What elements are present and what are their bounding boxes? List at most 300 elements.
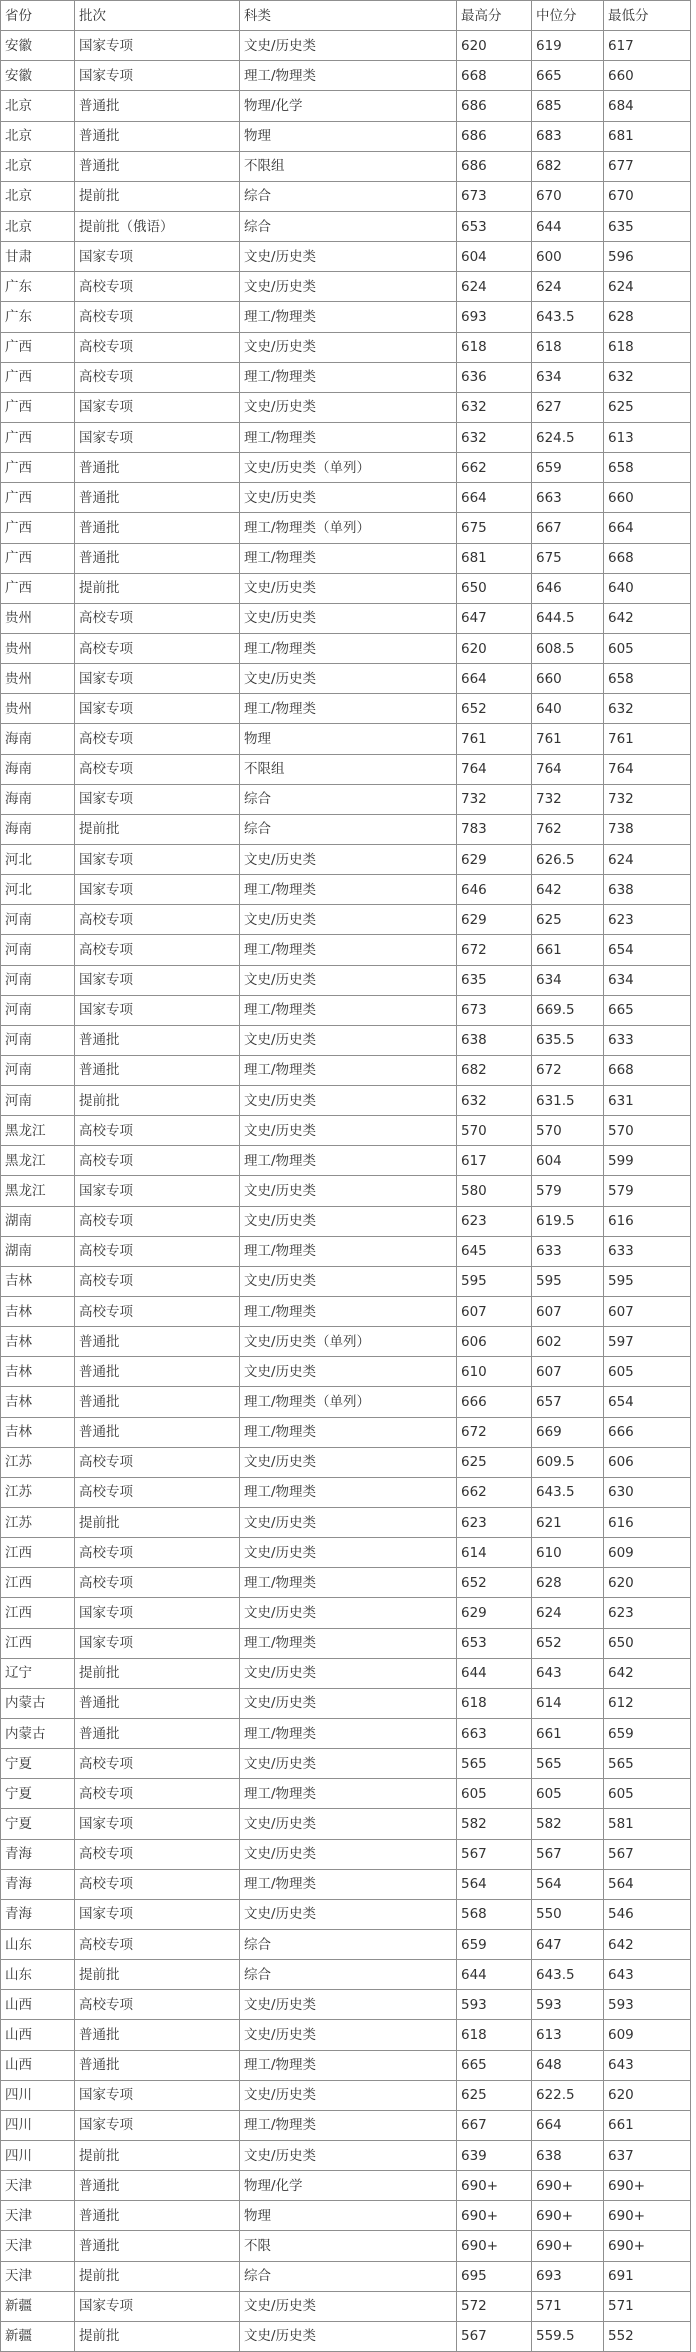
cell-batch: 国家专项 — [75, 784, 240, 814]
cell-lowest-score: 630 — [604, 1477, 691, 1507]
table-row — [1, 905, 691, 935]
cell-median-score: 672 — [532, 1055, 604, 1085]
cell-province: 辽宁 — [1, 1658, 75, 1688]
table-row — [1, 1899, 691, 1929]
cell-subject-category: 理工/物理类 — [240, 1146, 457, 1176]
cell-lowest-score: 634 — [604, 965, 691, 995]
cell-batch: 国家专项 — [75, 1899, 240, 1929]
cell-lowest-score: 631 — [604, 1086, 691, 1116]
cell-highest-score: 668 — [457, 61, 532, 91]
cell-highest-score: 623 — [457, 1206, 532, 1236]
table-row — [1, 1086, 691, 1116]
table-row — [1, 1387, 691, 1417]
cell-subject-category: 理工/物理类 — [240, 1719, 457, 1749]
cell-province: 天津 — [1, 2231, 75, 2261]
cell-batch: 国家专项 — [75, 2291, 240, 2321]
table-row — [1, 1357, 691, 1387]
cell-province: 青海 — [1, 1869, 75, 1899]
cell-subject-category: 文史/历史类 — [240, 2291, 457, 2321]
table-row — [1, 2171, 691, 2201]
cell-median-score: 634 — [532, 965, 604, 995]
cell-lowest-score: 761 — [604, 724, 691, 754]
cell-province: 宁夏 — [1, 1749, 75, 1779]
cell-subject-category: 文史/历史类（单列） — [240, 1327, 457, 1357]
cell-lowest-score: 658 — [604, 453, 691, 483]
cell-province: 安徽 — [1, 61, 75, 91]
header-province: 省份 — [1, 1, 75, 31]
cell-highest-score: 618 — [457, 2020, 532, 2050]
cell-median-score: 664 — [532, 2110, 604, 2140]
cell-median-score: 627 — [532, 392, 604, 422]
cell-batch: 高校专项 — [75, 1447, 240, 1477]
cell-lowest-score: 618 — [604, 332, 691, 362]
cell-subject-category: 文史/历史类 — [240, 1990, 457, 2020]
cell-lowest-score: 624 — [604, 844, 691, 874]
cell-highest-score: 620 — [457, 31, 532, 61]
table-row — [1, 784, 691, 814]
cell-lowest-score: 623 — [604, 905, 691, 935]
cell-province: 青海 — [1, 1899, 75, 1929]
cell-median-score: 625 — [532, 905, 604, 935]
cell-province: 河南 — [1, 905, 75, 935]
cell-highest-score: 646 — [457, 875, 532, 905]
cell-batch: 普通批 — [75, 483, 240, 513]
cell-median-score: 595 — [532, 1266, 604, 1296]
cell-median-score: 690+ — [532, 2231, 604, 2261]
cell-province: 江西 — [1, 1628, 75, 1658]
cell-province: 新疆 — [1, 2291, 75, 2321]
cell-province: 河南 — [1, 965, 75, 995]
header-highest-score: 最高分 — [457, 1, 532, 31]
cell-batch: 提前批 — [75, 2140, 240, 2170]
cell-batch: 提前批 — [75, 2261, 240, 2291]
cell-batch: 高校专项 — [75, 1477, 240, 1507]
table-row — [1, 1477, 691, 1507]
cell-highest-score: 664 — [457, 664, 532, 694]
table-row — [1, 1749, 691, 1779]
cell-subject-category: 文史/历史类 — [240, 2140, 457, 2170]
cell-median-score: 600 — [532, 242, 604, 272]
cell-subject-category: 理工/物理类 — [240, 1869, 457, 1899]
cell-highest-score: 659 — [457, 1930, 532, 1960]
cell-median-score: 610 — [532, 1538, 604, 1568]
cell-highest-score: 632 — [457, 392, 532, 422]
cell-batch: 高校专项 — [75, 935, 240, 965]
table-row — [1, 965, 691, 995]
cell-median-score: 607 — [532, 1357, 604, 1387]
cell-subject-category: 理工/物理类 — [240, 61, 457, 91]
cell-highest-score: 629 — [457, 1598, 532, 1628]
table-row — [1, 1930, 691, 1960]
table-row — [1, 91, 691, 121]
cell-subject-category: 文史/历史类 — [240, 664, 457, 694]
cell-subject-category: 综合 — [240, 1960, 457, 1990]
cell-province: 山东 — [1, 1930, 75, 1960]
cell-lowest-score: 567 — [604, 1839, 691, 1869]
cell-highest-score: 645 — [457, 1236, 532, 1266]
cell-lowest-score: 599 — [604, 1146, 691, 1176]
cell-highest-score: 732 — [457, 784, 532, 814]
table-row — [1, 1146, 691, 1176]
cell-median-score: 571 — [532, 2291, 604, 2321]
cell-lowest-score: 638 — [604, 875, 691, 905]
table-row — [1, 362, 691, 392]
cell-batch: 高校专项 — [75, 633, 240, 663]
cell-lowest-score: 616 — [604, 1206, 691, 1236]
cell-batch: 普通批 — [75, 151, 240, 181]
cell-lowest-score: 596 — [604, 242, 691, 272]
cell-lowest-score: 643 — [604, 2050, 691, 2080]
cell-province: 天津 — [1, 2261, 75, 2291]
cell-subject-category: 理工/物理类 — [240, 1779, 457, 1809]
cell-median-score: 631.5 — [532, 1086, 604, 1116]
cell-batch: 普通批 — [75, 453, 240, 483]
table-row — [1, 1116, 691, 1146]
table-row — [1, 2321, 691, 2351]
cell-median-score: 644 — [532, 211, 604, 241]
cell-batch: 普通批 — [75, 1357, 240, 1387]
cell-median-score: 605 — [532, 1779, 604, 1809]
cell-lowest-score: 668 — [604, 1055, 691, 1085]
cell-median-score: 644.5 — [532, 603, 604, 633]
table-row — [1, 211, 691, 241]
cell-lowest-score: 691 — [604, 2261, 691, 2291]
cell-highest-score: 690+ — [457, 2201, 532, 2231]
table-row — [1, 1417, 691, 1447]
cell-subject-category: 文史/历史类 — [240, 31, 457, 61]
table-row — [1, 1538, 691, 1568]
table-row — [1, 1809, 691, 1839]
cell-median-score: 683 — [532, 121, 604, 151]
cell-median-score: 685 — [532, 91, 604, 121]
cell-batch: 国家专项 — [75, 995, 240, 1025]
table-row — [1, 513, 691, 543]
cell-batch: 国家专项 — [75, 61, 240, 91]
table-row — [1, 2231, 691, 2261]
cell-province: 广东 — [1, 302, 75, 332]
table-row — [1, 453, 691, 483]
cell-province: 江苏 — [1, 1447, 75, 1477]
table-row — [1, 995, 691, 1025]
cell-province: 海南 — [1, 784, 75, 814]
cell-province: 广西 — [1, 392, 75, 422]
cell-batch: 高校专项 — [75, 1116, 240, 1146]
cell-median-score: 633 — [532, 1236, 604, 1266]
cell-lowest-score: 654 — [604, 935, 691, 965]
cell-median-score: 665 — [532, 61, 604, 91]
cell-median-score: 667 — [532, 513, 604, 543]
cell-batch: 国家专项 — [75, 965, 240, 995]
cell-lowest-score: 660 — [604, 61, 691, 91]
cell-province: 河南 — [1, 935, 75, 965]
table-row — [1, 2291, 691, 2321]
cell-lowest-score: 620 — [604, 1568, 691, 1598]
cell-median-score: 608.5 — [532, 633, 604, 663]
table-row — [1, 181, 691, 211]
cell-batch: 国家专项 — [75, 1628, 240, 1658]
cell-province: 黑龙江 — [1, 1176, 75, 1206]
cell-batch: 高校专项 — [75, 1146, 240, 1176]
cell-batch: 提前批 — [75, 181, 240, 211]
table-row — [1, 1688, 691, 1718]
cell-highest-score: 635 — [457, 965, 532, 995]
cell-subject-category: 文史/历史类 — [240, 1357, 457, 1387]
cell-subject-category: 文史/历史类 — [240, 1116, 457, 1146]
cell-province: 山西 — [1, 2020, 75, 2050]
table-row — [1, 1206, 691, 1236]
cell-province: 山西 — [1, 2050, 75, 2080]
table-row — [1, 2050, 691, 2080]
cell-batch: 国家专项 — [75, 1809, 240, 1839]
cell-subject-category: 文史/历史类 — [240, 1447, 457, 1477]
cell-highest-score: 623 — [457, 1508, 532, 1538]
cell-province: 天津 — [1, 2171, 75, 2201]
cell-highest-score: 647 — [457, 603, 532, 633]
cell-province: 贵州 — [1, 694, 75, 724]
cell-lowest-score: 552 — [604, 2321, 691, 2351]
cell-province: 广西 — [1, 422, 75, 452]
table-row — [1, 332, 691, 362]
cell-highest-score: 614 — [457, 1538, 532, 1568]
cell-subject-category: 综合 — [240, 181, 457, 211]
table-row — [1, 121, 691, 151]
cell-batch: 提前批 — [75, 1086, 240, 1116]
cell-lowest-score: 642 — [604, 1658, 691, 1688]
table-row — [1, 724, 691, 754]
cell-median-score: 582 — [532, 1809, 604, 1839]
cell-median-score: 602 — [532, 1327, 604, 1357]
cell-batch: 高校专项 — [75, 1568, 240, 1598]
cell-lowest-score: 633 — [604, 1236, 691, 1266]
cell-province: 四川 — [1, 2140, 75, 2170]
cell-subject-category: 综合 — [240, 784, 457, 814]
cell-subject-category: 综合 — [240, 1930, 457, 1960]
cell-batch: 普通批 — [75, 2020, 240, 2050]
cell-subject-category: 文史/历史类 — [240, 1538, 457, 1568]
cell-subject-category: 理工/物理类（单列） — [240, 513, 457, 543]
cell-lowest-score: 665 — [604, 995, 691, 1025]
cell-batch: 国家专项 — [75, 242, 240, 272]
cell-batch: 国家专项 — [75, 2080, 240, 2110]
cell-highest-score: 636 — [457, 362, 532, 392]
cell-median-score: 619.5 — [532, 1206, 604, 1236]
cell-highest-score: 607 — [457, 1297, 532, 1327]
cell-highest-score: 595 — [457, 1266, 532, 1296]
cell-province: 北京 — [1, 151, 75, 181]
cell-median-score: 646 — [532, 573, 604, 603]
cell-subject-category: 文史/历史类 — [240, 1839, 457, 1869]
cell-batch: 国家专项 — [75, 664, 240, 694]
cell-subject-category: 不限组 — [240, 754, 457, 784]
cell-highest-score: 783 — [457, 814, 532, 844]
cell-province: 北京 — [1, 121, 75, 151]
cell-lowest-score: 690+ — [604, 2201, 691, 2231]
cell-subject-category: 文史/历史类 — [240, 573, 457, 603]
cell-subject-category: 理工/物理类 — [240, 935, 457, 965]
table-row — [1, 392, 691, 422]
cell-highest-score: 682 — [457, 1055, 532, 1085]
cell-median-score: 732 — [532, 784, 604, 814]
cell-province: 广西 — [1, 573, 75, 603]
table-row — [1, 2110, 691, 2140]
cell-subject-category: 理工/物理类 — [240, 995, 457, 1025]
table-row — [1, 1236, 691, 1266]
table-row — [1, 2201, 691, 2231]
cell-median-score: 642 — [532, 875, 604, 905]
cell-batch: 国家专项 — [75, 392, 240, 422]
cell-subject-category: 文史/历史类 — [240, 1809, 457, 1839]
cell-subject-category: 文史/历史类（单列） — [240, 453, 457, 483]
cell-lowest-score: 642 — [604, 603, 691, 633]
cell-lowest-score: 690+ — [604, 2231, 691, 2261]
cell-subject-category: 理工/物理类 — [240, 1477, 457, 1507]
table-row — [1, 1779, 691, 1809]
cell-lowest-score: 690+ — [604, 2171, 691, 2201]
cell-subject-category: 理工/物理类 — [240, 543, 457, 573]
cell-province: 北京 — [1, 181, 75, 211]
cell-median-score: 643 — [532, 1658, 604, 1688]
cell-subject-category: 理工/物理类 — [240, 1236, 457, 1266]
cell-lowest-score: 632 — [604, 694, 691, 724]
cell-subject-category: 文史/历史类 — [240, 332, 457, 362]
table-row — [1, 1598, 691, 1628]
cell-lowest-score: 732 — [604, 784, 691, 814]
cell-province: 北京 — [1, 91, 75, 121]
table-row — [1, 2080, 691, 2110]
cell-subject-category: 理工/物理类 — [240, 2050, 457, 2080]
cell-subject-category: 文史/历史类 — [240, 2020, 457, 2050]
cell-lowest-score: 612 — [604, 1688, 691, 1718]
cell-highest-score: 666 — [457, 1387, 532, 1417]
cell-subject-category: 文史/历史类 — [240, 844, 457, 874]
cell-median-score: 626.5 — [532, 844, 604, 874]
cell-batch: 高校专项 — [75, 1839, 240, 1869]
table-row — [1, 31, 691, 61]
cell-subject-category: 理工/物理类 — [240, 875, 457, 905]
cell-province: 黑龙江 — [1, 1116, 75, 1146]
cell-lowest-score: 632 — [604, 362, 691, 392]
table-row — [1, 2140, 691, 2170]
cell-lowest-score: 670 — [604, 181, 691, 211]
cell-highest-score: 663 — [457, 1719, 532, 1749]
cell-lowest-score: 595 — [604, 1266, 691, 1296]
cell-lowest-score: 633 — [604, 1025, 691, 1055]
cell-province: 安徽 — [1, 31, 75, 61]
cell-median-score: 670 — [532, 181, 604, 211]
cell-lowest-score: 620 — [604, 2080, 691, 2110]
table-row — [1, 242, 691, 272]
cell-province: 河南 — [1, 1086, 75, 1116]
cell-median-score: 690+ — [532, 2171, 604, 2201]
header-median-score: 中位分 — [532, 1, 604, 31]
cell-batch: 普通批 — [75, 2201, 240, 2231]
cell-lowest-score: 642 — [604, 1930, 691, 1960]
cell-median-score: 761 — [532, 724, 604, 754]
table-row — [1, 302, 691, 332]
table-body — [1, 31, 691, 2352]
cell-batch: 高校专项 — [75, 724, 240, 754]
cell-batch: 高校专项 — [75, 362, 240, 392]
cell-median-score: 621 — [532, 1508, 604, 1538]
cell-median-score: 764 — [532, 754, 604, 784]
cell-subject-category: 理工/物理类 — [240, 1568, 457, 1598]
cell-subject-category: 文史/历史类 — [240, 1086, 457, 1116]
cell-highest-score: 605 — [457, 1779, 532, 1809]
cell-lowest-score: 637 — [604, 2140, 691, 2170]
cell-province: 北京 — [1, 211, 75, 241]
cell-lowest-score: 654 — [604, 1387, 691, 1417]
cell-lowest-score: 684 — [604, 91, 691, 121]
table-row — [1, 1568, 691, 1598]
cell-median-score: 564 — [532, 1869, 604, 1899]
cell-subject-category: 理工/物理类 — [240, 422, 457, 452]
cell-highest-score: 629 — [457, 844, 532, 874]
cell-province: 江苏 — [1, 1477, 75, 1507]
cell-highest-score: 665 — [457, 2050, 532, 2080]
cell-median-score: 762 — [532, 814, 604, 844]
cell-subject-category: 文史/历史类 — [240, 905, 457, 935]
cell-median-score: 619 — [532, 31, 604, 61]
table-row — [1, 1327, 691, 1357]
cell-batch: 国家专项 — [75, 694, 240, 724]
cell-highest-score: 638 — [457, 1025, 532, 1055]
cell-province: 广西 — [1, 453, 75, 483]
cell-median-score: 604 — [532, 1146, 604, 1176]
cell-highest-score: 686 — [457, 151, 532, 181]
table-row — [1, 694, 691, 724]
cell-province: 河南 — [1, 1025, 75, 1055]
cell-highest-score: 673 — [457, 995, 532, 1025]
table-row — [1, 1839, 691, 1869]
cell-province: 广西 — [1, 483, 75, 513]
cell-batch: 提前批 — [75, 1960, 240, 1990]
cell-median-score: 663 — [532, 483, 604, 513]
cell-province: 四川 — [1, 2110, 75, 2140]
table-row — [1, 483, 691, 513]
cell-highest-score: 565 — [457, 1749, 532, 1779]
table-row — [1, 1447, 691, 1477]
cell-subject-category: 文史/历史类 — [240, 1266, 457, 1296]
cell-highest-score: 644 — [457, 1658, 532, 1688]
cell-batch: 国家专项 — [75, 875, 240, 905]
cell-province: 新疆 — [1, 2321, 75, 2351]
cell-province: 吉林 — [1, 1297, 75, 1327]
cell-median-score: 638 — [532, 2140, 604, 2170]
cell-lowest-score: 660 — [604, 483, 691, 513]
cell-highest-score: 570 — [457, 1116, 532, 1146]
table-row — [1, 603, 691, 633]
cell-lowest-score: 625 — [604, 392, 691, 422]
cell-lowest-score: 597 — [604, 1327, 691, 1357]
cell-median-score: 648 — [532, 2050, 604, 2080]
table-row — [1, 1176, 691, 1206]
cell-province: 甘肃 — [1, 242, 75, 272]
cell-lowest-score: 666 — [604, 1417, 691, 1447]
cell-highest-score: 673 — [457, 181, 532, 211]
cell-median-score: 570 — [532, 1116, 604, 1146]
cell-median-score: 609.5 — [532, 1447, 604, 1477]
cell-province: 青海 — [1, 1839, 75, 1869]
cell-batch: 高校专项 — [75, 754, 240, 784]
cell-highest-score: 567 — [457, 2321, 532, 2351]
cell-province: 吉林 — [1, 1266, 75, 1296]
table-row — [1, 1266, 691, 1296]
cell-subject-category: 文史/历史类 — [240, 1025, 457, 1055]
cell-batch: 高校专项 — [75, 1779, 240, 1809]
cell-subject-category: 文史/历史类 — [240, 965, 457, 995]
cell-highest-score: 568 — [457, 1899, 532, 1929]
table-row — [1, 1719, 691, 1749]
